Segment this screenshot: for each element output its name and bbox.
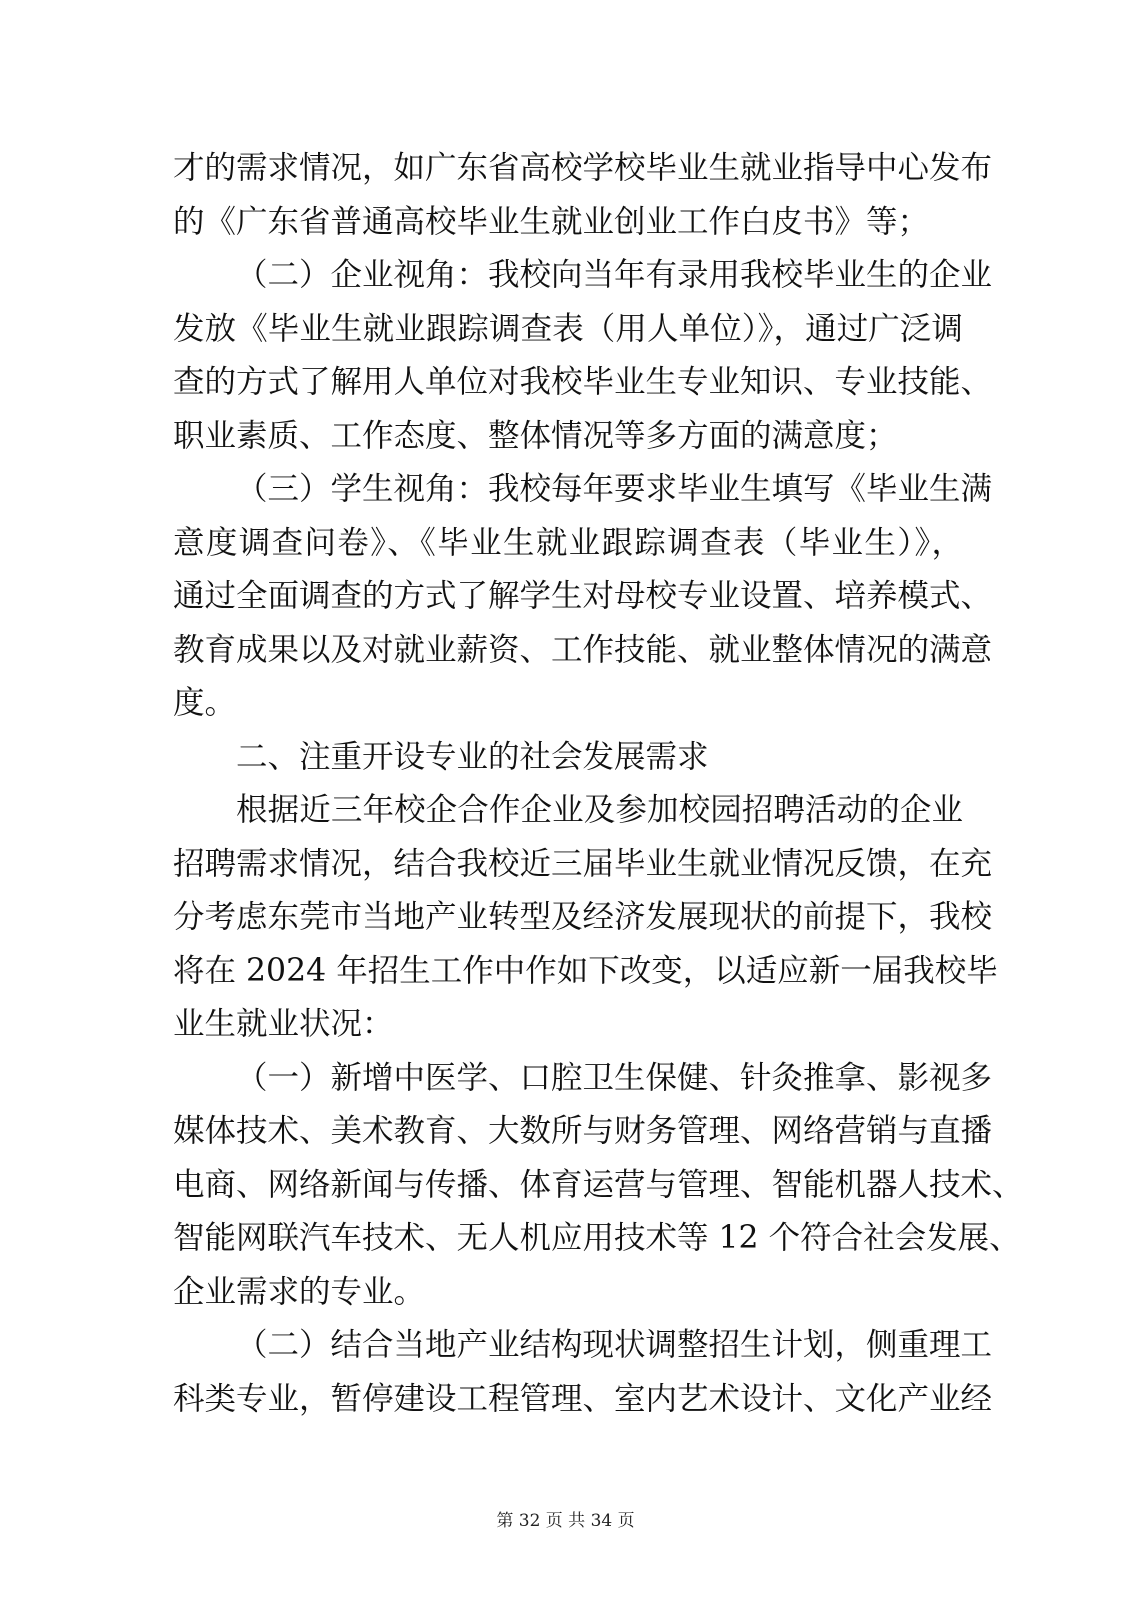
text-line: 智能网联汽车技术、无人机应用技术等 12 个符合社会发展、 xyxy=(173,1220,1021,1256)
text-line: 度。 xyxy=(173,685,237,721)
text-line: （二）结合当地产业结构现状调整招生计划，侧重理工 xyxy=(236,1327,993,1363)
text-line: 招聘需求情况，结合我校近三届毕业生就业情况反馈，在充 xyxy=(173,845,993,882)
text-line: 教育成果以及对就业薪资、工作技能、就业整体情况的满意 xyxy=(173,631,993,668)
text-line: 发放《毕业生就业跟踪调查表（用人单位）》，通过广泛调 xyxy=(173,310,963,347)
text-line: （二）企业视角：我校向当年有录用我校毕业生的企业 xyxy=(236,257,993,293)
text-line: 二、注重开设专业的社会发展需求 xyxy=(236,738,709,775)
text-line: （三）学生视角：我校每年要求毕业生填写《毕业生满 xyxy=(236,471,993,507)
text-line: 的《广东省普通高校毕业生就业创业工作白皮书》等； xyxy=(173,203,930,240)
text-line: 科类专业，暂停建设工程管理、室内艺术设计、文化产业经 xyxy=(173,1380,993,1417)
text-line: 查的方式了解用人单位对我校毕业生专业知识、专业技能、 xyxy=(173,364,993,400)
text-line: 才的需求情况，如广东省高校学校毕业生就业指导中心发布 xyxy=(173,150,993,186)
text-line: 业生就业状况： xyxy=(173,1006,394,1042)
text-line: 意度调查问卷》、《毕业生就业跟踪调查表（毕业生）》， xyxy=(173,524,963,561)
text-line: 电商、网络新闻与传播、体育运营与管理、智能机器人技术、 xyxy=(173,1166,1024,1203)
text-line: 根据近三年校企合作企业及参加校园招聘活动的企业 xyxy=(236,792,963,828)
text-line: 媒体技术、美术教育、大数所与财务管理、网络营销与直播 xyxy=(173,1113,993,1149)
text-line: 将在 2024 年招生工作中作如下改变，以适应新一届我校毕 xyxy=(173,952,998,989)
text-line: 通过全面调查的方式了解学生对母校专业设置、培养模式、 xyxy=(173,578,993,614)
text-line: 企业需求的专业。 xyxy=(173,1273,426,1310)
body-text xyxy=(173,142,1024,1426)
page-footer: 第 32 页 共 34 页 xyxy=(496,1511,635,1531)
text-line: （一）新增中医学、口腔卫生保健、针灸推拿、影视多 xyxy=(236,1059,993,1096)
text-line: 职业素质、工作态度、整体情况等多方面的满意度； xyxy=(173,417,898,454)
text-line: 分考虑东莞市当地产业转型及经济发展现状的前提下，我校 xyxy=(173,899,993,935)
